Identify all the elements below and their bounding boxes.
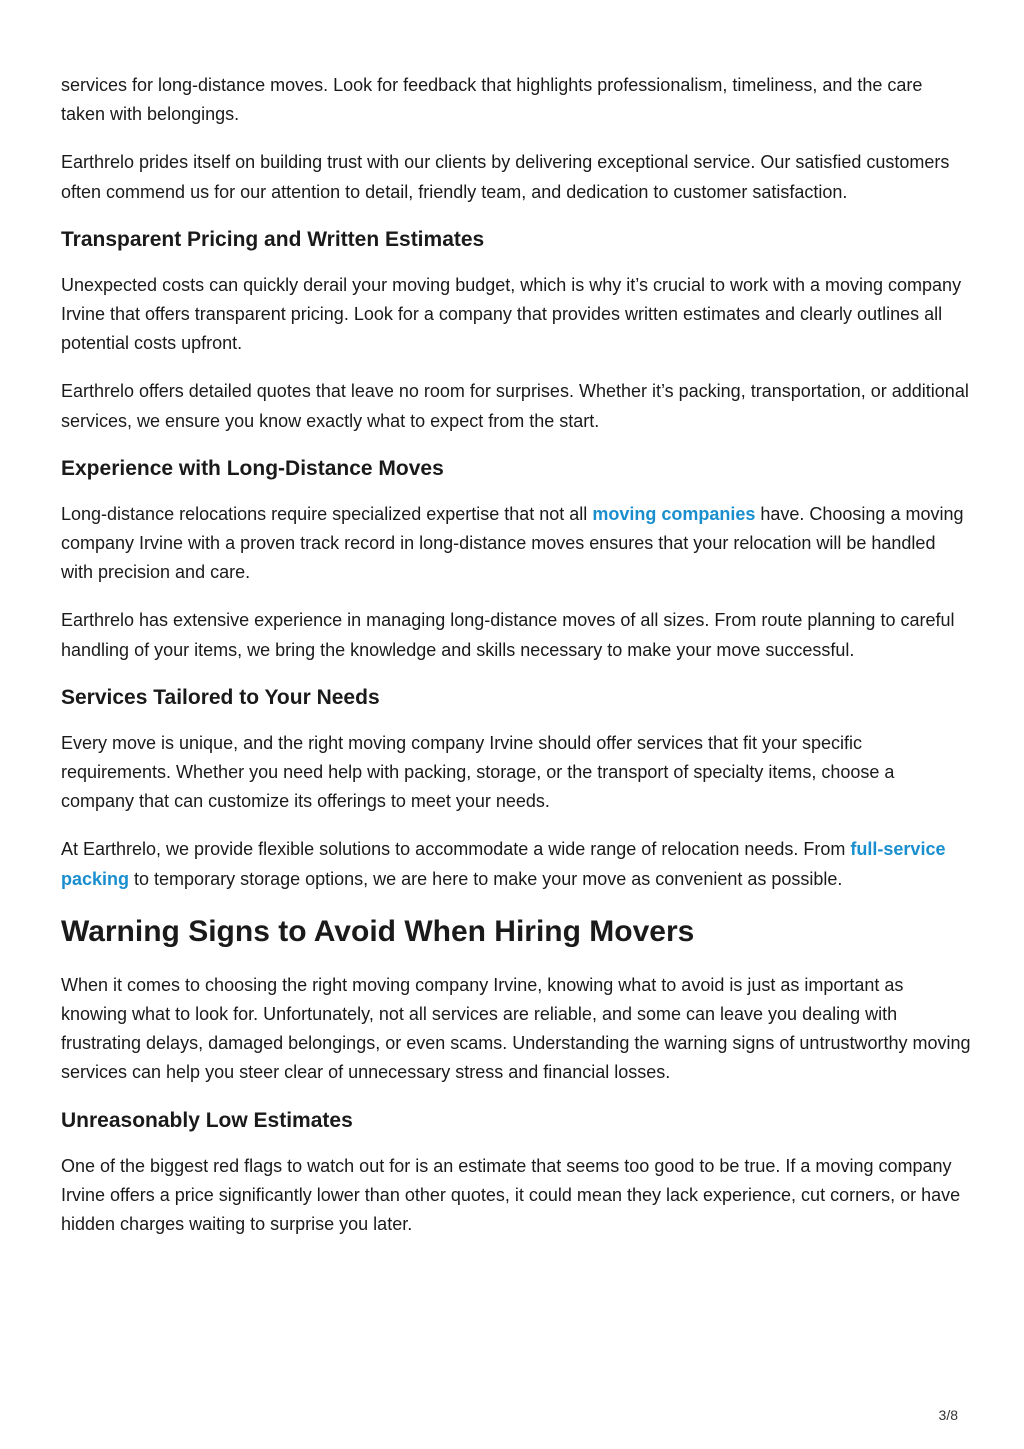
heading-warning-signs: Warning Signs to Avoid When Hiring Movers (61, 914, 695, 948)
document-page (61, 71, 971, 1258)
paragraph-unexpected-costs: Unexpected costs can quickly derail your moving budget, which is why it’s crucial to work with a moving company Irvine that offers transparent pricing. Look for a company that provides written estimates and clearly outlines all potential costs upfront. (61, 274, 962, 354)
paragraph-text: At Earthrelo, we provide flexible solutions to accommodate a wide range of relocation needs. From (61, 839, 851, 860)
heading-long-distance-experience: Experience with Long-Distance Moves (61, 456, 444, 480)
paragraph-extensive-experience: Earthrelo has extensive experience in managing long-distance moves of all sizes. From route planning to careful handling of your items, we bring the knowledge and skills necessary to make your move successful. (61, 610, 955, 660)
paragraph-earthrelo-trust: Earthrelo prides itself on building trust with our clients by delivering exceptional service. Our satisfied customers often commend us for our attention to detail, friendly team, and dedication to customer satisfaction. (61, 152, 950, 202)
heading-tailored-services: Services Tailored to Your Needs (61, 685, 380, 709)
paragraph-text: have. Choosing a moving company Irvine with a proven track record in long-distance moves ensures that your relocation will be handled with precision and care. (61, 503, 964, 583)
paragraph-text: Long-distance relocations require specialized expertise that not all (61, 503, 593, 524)
paragraph-flexible-solutions (61, 835, 971, 893)
page-number: 3/8 (938, 1407, 958, 1423)
heading-transparent-pricing: Transparent Pricing and Written Estimates (61, 227, 485, 251)
link-moving-companies[interactable]: moving companies (592, 503, 756, 524)
paragraph-red-flags: One of the biggest red flags to watch out for is an estimate that seems too good to be true. If a moving company Irvine offers a price significantly lower than other quotes, it could mean they lack experience, cut corners, or have hidden charges waiting to surprise you later. (61, 1155, 961, 1235)
heading-low-estimates: Unreasonably Low Estimates (61, 1108, 353, 1132)
paragraph-detailed-quotes: Earthrelo offers detailed quotes that leave no room for surprises. Whether it’s packing, transportation, or additional services, we ensure you know exactly what to expect from the start. (61, 381, 969, 431)
paragraph-text: to temporary storage options, we are here to make your move as convenient as possible. (129, 868, 843, 889)
paragraph-every-move-unique: Every move is unique, and the right moving company Irvine should offer services that fit your specific requirements. Whether you need help with packing, storage, or the transport of specialty items, choose a company that can customize its offerings to meet your needs. (61, 732, 895, 812)
link-full-service-packing[interactable]: full-service packing (61, 839, 946, 889)
paragraph-reviews-continued: services for long-distance moves. Look for feedback that highlights professionalism, timeliness, and the care taken with belongings. (61, 75, 923, 125)
paragraph-long-distance-expertise (61, 500, 971, 588)
paragraph-what-to-avoid: When it comes to choosing the right moving company Irvine, knowing what to avoid is just as important as knowing what to look for. Unfortunately, not all services are reliable, and some can leave you dealing with frustrating delays, damaged belongings, or even scams. Understanding the warning signs of untrustworthy moving services can help you steer clear of unnecessary stress and financial losses. (61, 974, 971, 1083)
